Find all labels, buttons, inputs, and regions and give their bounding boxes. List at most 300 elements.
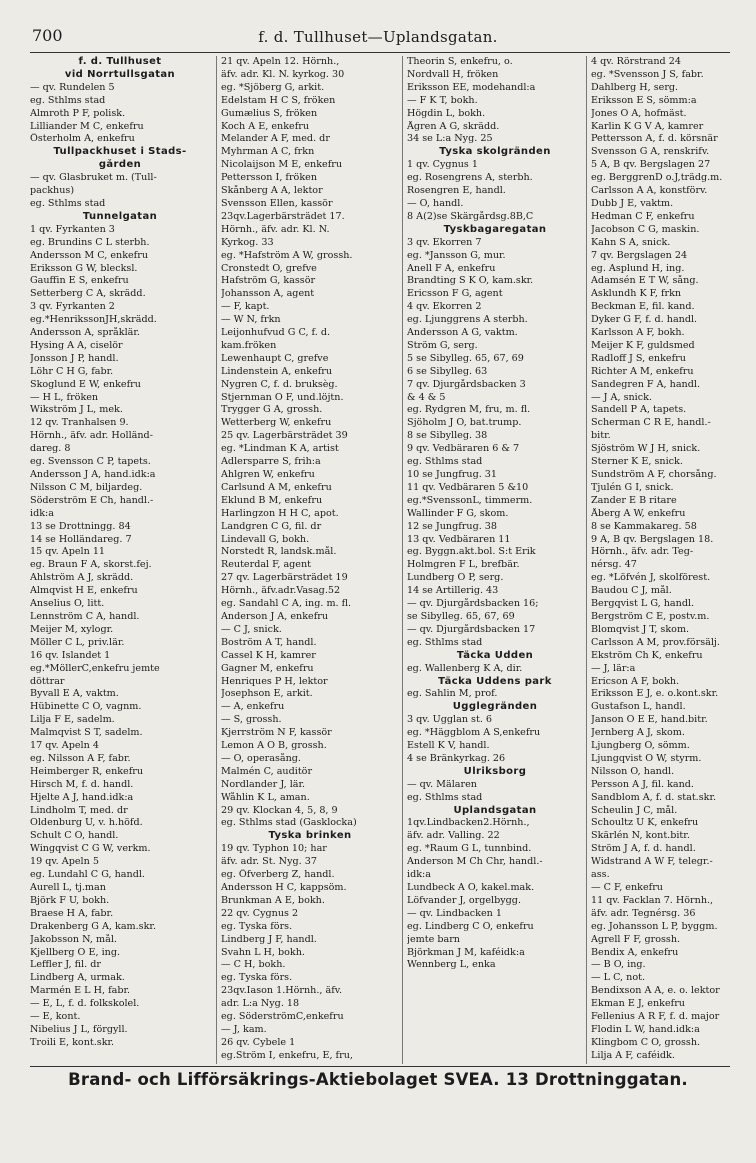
directory-entry: 1 qv. Fyrkanten 3 xyxy=(30,223,115,235)
directory-entry: Carlsson A A, konstförv. xyxy=(591,185,708,197)
directory-entry: eg. Sandahl C A, ing. m. fl. xyxy=(221,598,352,610)
directory-entry: Hörnh., äfv. adr. Holländ- xyxy=(30,430,153,442)
directory-entry: Janson O E E, hand.bitr. xyxy=(591,714,708,726)
directory-entry: eg. Johansson L P, byggm. xyxy=(591,920,718,932)
column-4 xyxy=(586,56,730,1064)
directory-entry: — C F, enkefru xyxy=(591,882,663,893)
directory-entry: Cassel K H, kamrer xyxy=(221,649,316,661)
directory-entry: Åberg A W, enkefru xyxy=(591,507,686,519)
directory-entry: Gumælius S, fröken xyxy=(221,107,318,119)
directory-entry: Boström A T, handl. xyxy=(221,636,317,648)
directory-entry: Sandell P A, tapets. xyxy=(591,404,687,416)
directory-entry: Österholm A, enkefru xyxy=(30,133,135,145)
directory-entry: eg. Brundins C L sterbh. xyxy=(30,236,150,248)
directory-entry: Ljungqvist O W, styrm. xyxy=(591,752,702,764)
directory-entry: Eriksson G W, blecksl. xyxy=(30,262,138,274)
directory-entry: Svensson G A, renskrifv. xyxy=(591,146,710,158)
directory-entry: Skånberg A A, lektor xyxy=(221,185,323,197)
directory-entry: & 4 & 5 xyxy=(407,391,446,403)
directory-entry: — B O, ing. xyxy=(591,959,646,971)
directory-entry: — qv. Glasbruket m. (Tull- xyxy=(30,172,157,184)
directory-entry: Lindenstein A, enkefru xyxy=(221,365,333,377)
directory-entry: äfv. adr. Tegnérsg. 36 xyxy=(591,907,696,919)
directory-entry: packhus) xyxy=(30,185,75,197)
directory-entry: 23qv.Iason 1.Hörnh., äfv. xyxy=(221,985,343,997)
directory-entry: Eriksson EE, modehandl:a xyxy=(407,81,536,93)
directory-entry: Nicolaijson M E, enkefru xyxy=(221,159,343,171)
directory-entry: 6 se Sibylleg. 63 xyxy=(407,365,488,377)
directory-entry: Karlin K G V A, kamrer xyxy=(591,120,704,132)
directory-entry: 4 se Bränkyrkag. 26 xyxy=(407,752,506,764)
street-heading: Ugglegränden xyxy=(452,701,538,713)
directory-entry: Lewenhaupt C, grefve xyxy=(221,352,329,364)
directory-entry: Lindberg J F, handl. xyxy=(221,933,317,945)
directory-entry: Högdin L, bokh. xyxy=(407,107,486,119)
street-heading: f. d. Tullhuset xyxy=(78,56,162,67)
directory-entry: 19 qv. Typhon 10; har xyxy=(221,843,327,855)
header-rule xyxy=(30,52,730,53)
directory-entry: Brandting S K O, kam.skr. xyxy=(407,275,534,287)
directory-entry: Lundberg O P, serg. xyxy=(407,572,504,584)
directory-entry: Karlsson A F, bokh. xyxy=(591,327,685,339)
directory-entry: Löhr C H G, fabr. xyxy=(30,365,114,377)
column-1 xyxy=(30,56,210,1064)
directory-entry: Stjernman O F, und.löjtn. xyxy=(221,391,344,403)
directory-entry: Eriksson E J, e. o.kont.skr. xyxy=(591,688,719,700)
directory-entry: eg. Sthlms stad xyxy=(407,791,483,803)
directory-entry: Blomqvist J T, skom. xyxy=(591,623,690,635)
directory-entry: 22 qv. Cygnus 2 xyxy=(221,907,299,919)
directory-entry: eg. Asplund H, ing. xyxy=(591,262,685,274)
directory-entry: Schoultz U K, enkefru xyxy=(591,817,699,829)
directory-entry: eg. Sthlms stad xyxy=(407,636,483,648)
directory-entry: äfv. adr. Valling. 22 xyxy=(407,830,500,842)
page-title: f. d. Tullhuset—Uplandsgatan. xyxy=(258,28,498,46)
directory-entry: Ericson A F, bokh. xyxy=(591,675,680,687)
directory-entry: 4 qv. Ekorren 2 xyxy=(407,301,482,313)
directory-entry: Bergström C E, postv.m. xyxy=(591,610,710,622)
directory-entry: Agrell F F, grossh. xyxy=(591,933,681,945)
directory-entry: — H L, fröken xyxy=(30,391,99,403)
directory-entry: eg. Ljunggrens A sterbh. xyxy=(407,314,528,326)
directory-entry: 4 qv. Rörstrand 24 xyxy=(591,56,681,67)
directory-entry: Björk F U, bokh. xyxy=(30,894,110,906)
directory-entry: Lundbeck A O, kakel.mak. xyxy=(407,882,535,893)
directory-entry: Jernberg A J, skom. xyxy=(591,727,685,739)
directory-entry: — C J, snick. xyxy=(221,623,282,635)
directory-entry: Andersson A, språklär. xyxy=(30,327,140,339)
directory-entry: eg. SöderströmC,enkefru xyxy=(221,1011,344,1023)
directory-entry: Löfvander J, orgelbygg. xyxy=(407,894,521,906)
directory-entry: Carlsson A M, prov.försälj. xyxy=(591,636,720,648)
directory-entry: 8 se Sibylleg. 38 xyxy=(407,430,488,442)
directory-entry: Lindberg A, urmak. xyxy=(30,972,125,984)
street-heading: Tyska brinken xyxy=(268,830,352,842)
directory-entry: Edelstam H C S, fröken xyxy=(221,94,336,106)
directory-entry: Hedman C F, enkefru xyxy=(591,210,695,222)
directory-entry: Andersson H C, kappsöm. xyxy=(221,882,347,893)
directory-entry: Hörnh., äfv. adr. Teg- xyxy=(591,546,694,558)
directory-entry: Kahn S A, snick. xyxy=(591,236,671,248)
directory-entry: äfv. adr. St. Nyg. 37 xyxy=(221,856,317,868)
directory-entry: Leffler J, fil. dr xyxy=(30,959,101,971)
directory-entry: Myhrman A C, frkn xyxy=(221,146,315,158)
directory-entry: — qv. Lindbacken 1 xyxy=(407,907,502,919)
directory-entry: 8 A(2)se Skärgårdsg.8B,C xyxy=(407,210,534,222)
directory-entry: Landgren C G, fil. dr xyxy=(221,520,322,532)
directory-entry: 27 qv. Lagerbärsträdet 19 xyxy=(221,572,348,584)
directory-entry: — C H, bokh. xyxy=(221,959,286,971)
directory-entry: eg. *Hafström A W, grossh. xyxy=(221,249,353,261)
directory-entry: Fellenius A R F, f. d. major xyxy=(591,1011,720,1023)
directory-entry: — O, handl. xyxy=(407,197,464,209)
directory-entry: — S, grossh. xyxy=(221,714,282,726)
directory-entry: eg. *Häggblom A S,enkefru xyxy=(407,727,541,739)
directory-entry: 5 A, B qv. Bergslagen 27 xyxy=(591,159,711,171)
directory-entry: eg.Ström I, enkefru, E, fru, xyxy=(221,1049,353,1061)
directory-entry: Almqvist H E, enkefru xyxy=(30,585,138,597)
directory-entry: Sjöström W J H, snick. xyxy=(591,443,701,455)
directory-entry: Nilsson O, handl. xyxy=(591,765,675,777)
directory-entry: Kyrkog. 33 xyxy=(221,236,274,248)
directory-entry: eg. *Jansson G, mur. xyxy=(407,249,506,261)
directory-entry: 29 qv. Klockan 4, 5, 8, 9 xyxy=(221,804,338,816)
directory-entry: Svensson Ellen, kassör xyxy=(221,197,333,209)
directory-entry: Dyker G F, f. d. handl. xyxy=(591,314,698,326)
directory-entry: Henriques P H, lektor xyxy=(221,675,328,687)
directory-entry: 3 qv. Ekorren 7 xyxy=(407,236,482,248)
directory-entry: — qv. Rundelen 5 xyxy=(30,81,115,93)
directory-entry: Scheulin J C, mål. xyxy=(591,804,678,816)
directory-entry: eg. Tyska förs. xyxy=(221,920,293,932)
street-heading: Ulriksborg xyxy=(463,765,527,777)
directory-entry: kam.fröken xyxy=(221,339,277,351)
directory-entry: Asklundh K F, frkn xyxy=(591,288,682,300)
directory-entry: eg. Rydgren M, fru, m. fl. xyxy=(407,404,531,416)
directory-entry: Klingbom C O, grossh. xyxy=(591,1036,701,1048)
directory-entry: 15 qv. Apeln 11 xyxy=(30,546,106,558)
directory-entry: — E, L, f. d. folkskolel. xyxy=(30,998,140,1010)
directory-entry: Sjöholm J O, bat.trump. xyxy=(407,417,522,429)
directory-entry: — qv. Djurgårdsbacken 17 xyxy=(407,623,536,635)
directory-entry: 9 A, B qv. Bergslagen 18. xyxy=(591,533,714,545)
directory-entry: 10 se Jungfrug. 31 xyxy=(407,469,498,480)
directory-entry: Lindevall G, bokh. xyxy=(221,533,310,545)
directory-entry: Lilliander M C, enkefru xyxy=(30,120,144,132)
directory-entry: eg. Öfverberg Z, handl. xyxy=(221,869,335,881)
directory-entry: äfv. adr. Kl. N. kyrkog. 30 xyxy=(221,68,345,80)
directory-entry: eg. Nilsson A F, fabr. xyxy=(30,752,131,764)
directory-entry: Nilsson C M, biljardeg. xyxy=(30,481,143,493)
directory-entry: 7 qv. Bergslagen 24 xyxy=(591,249,688,261)
street-heading: Täcka Udden xyxy=(456,649,534,661)
directory-entry: eg. Svensson C P, tapets. xyxy=(30,456,151,468)
directory-entry: döttrar xyxy=(30,675,65,687)
directory-entry: Scherman C R E, handl.- xyxy=(591,417,711,429)
directory-entry: Anderson M Ch Chr, handl.- xyxy=(407,856,543,868)
directory-entry: 9 qv. Vedbäraren 6 & 7 xyxy=(407,443,520,455)
directory-entry: Pettersson I, fröken xyxy=(221,172,317,184)
directory-entry: Rosengren E, handl. xyxy=(407,185,506,197)
directory-entry: eg. Sahlin M, prof. xyxy=(407,688,498,700)
directory-entry: eg. BerggrenD o.J,trädg.m. xyxy=(591,172,723,184)
directory-entry: — E, kont. xyxy=(30,1011,81,1023)
directory-entry: Andersson A G, vaktm. xyxy=(407,327,518,339)
directory-entry: Josephson E, arkit. xyxy=(221,688,313,700)
directory-entry: Ekman E J, enkefru xyxy=(591,998,685,1010)
directory-entry: Svahn L H, bokh. xyxy=(221,946,305,958)
directory-entry: Ekström Ch K, enkefru xyxy=(591,649,703,661)
directory-entry: eg. Sthlms stad xyxy=(30,94,106,106)
directory-entry: Johansson A, agent xyxy=(221,288,315,300)
directory-entry: Heimberger R, enkefru xyxy=(30,765,144,777)
directory-entry: Bendix A, enkefru xyxy=(591,946,679,958)
directory-entry: Gauffin E S, enkefru xyxy=(30,275,129,287)
directory-entry: Setterberg C A, skrädd. xyxy=(30,288,146,300)
directory-entry: eg. Tyska förs. xyxy=(221,972,293,984)
directory-entry: Eriksson E S, sömm:a xyxy=(591,94,697,106)
directory-entry: 19 qv. Apeln 5 xyxy=(30,856,99,868)
directory-entry: Brunkman A E, bokh. xyxy=(221,894,325,906)
directory-entry: Hysing A A, ciselör xyxy=(30,339,123,351)
directory-entry: idk:a xyxy=(407,869,431,881)
street-heading: Tunnelgatan xyxy=(82,210,158,222)
directory-entry: ass. xyxy=(591,869,610,881)
directory-entry: Leijonhufvud G C, f. d. xyxy=(221,327,331,339)
directory-entry: se Sibylleg. 65, 67, 69 xyxy=(407,610,515,622)
directory-entry: Andersson M C, enkefru xyxy=(30,249,148,261)
directory-entry: — F K T, bokh. xyxy=(407,94,478,106)
directory-entry: Hübinette C O, vagnm. xyxy=(30,701,142,713)
directory-entry: Meijer K F, guldsmed xyxy=(591,339,695,351)
directory-entry: Baudou C J, mål. xyxy=(591,585,672,597)
directory-entry: Zander E B ritare xyxy=(591,494,677,506)
directory-entry: Richter A M, enkefru xyxy=(591,365,694,377)
directory-entry: adr. L:a Nyg. 18 xyxy=(221,998,300,1010)
directory-entry: Tjulén G I, snick. xyxy=(591,481,674,493)
directory-entry: Trygger G A, grossh. xyxy=(221,404,323,416)
directory-entry: Björkman J M, kaféidk:a xyxy=(407,946,525,958)
directory-entry: Almroth P F, polisk. xyxy=(30,107,126,119)
directory-entry: eg. Wallenberg K A, dir. xyxy=(407,662,523,674)
directory-entry: Eklund B M, enkefru xyxy=(221,494,323,506)
directory-entry: Ljungberg O, sömm. xyxy=(591,740,690,752)
directory-entry: Carlsund A M, enkefru xyxy=(221,481,332,493)
directory-entry: Meijer M, xylogr. xyxy=(30,623,114,635)
directory-entry: 11 qv. Vedbäraren 5 &10 xyxy=(407,481,529,493)
directory-entry: Jonsson J P, handl. xyxy=(30,352,119,364)
directory-entry: bitr. xyxy=(591,430,611,442)
directory-entry: Bendixson A A, e. o. lektor xyxy=(591,985,720,997)
directory-entry: eg. *Sjöberg G, arkit. xyxy=(221,81,325,93)
directory-entry: — A, enkefru xyxy=(221,701,285,713)
directory-entry: eg. Sthlms stad xyxy=(407,456,483,468)
directory-entry: Lennström C A, handl. xyxy=(30,610,140,622)
directory-entry: Estell K V, handl. xyxy=(407,740,490,752)
directory-entry: eg. Braun F A, skorst.fej. xyxy=(30,559,152,571)
directory-entry: Cronstedt O, grefve xyxy=(221,262,317,274)
directory-entry: Sandegren F A, handl. xyxy=(591,378,700,390)
directory-entry: 17 qv. Apeln 4 xyxy=(30,740,99,752)
directory-entry: Wennberg L, enka xyxy=(407,959,496,971)
directory-entry: Malmén C, auditör xyxy=(221,765,313,777)
directory-entry: Hjelte A J, hand.idk:a xyxy=(30,791,134,803)
directory-entry: jemte barn xyxy=(407,933,460,945)
street-heading: gården xyxy=(98,159,142,171)
directory-entry: — W N, frkn xyxy=(221,314,281,326)
directory-entry: 12 qv. Tranhalsen 9. xyxy=(30,417,129,429)
directory-entry: Radloff J S, enkefru xyxy=(591,352,686,364)
directory-entry: 5 se Sibylleg. 65, 67, 69 xyxy=(407,352,524,364)
column-3 xyxy=(402,56,583,1064)
directory-entry: Malmqvist S T, sadelm. xyxy=(30,727,143,739)
directory-entry: — qv. Mälaren xyxy=(407,778,477,790)
directory-entry: Gustafson L, handl. xyxy=(591,701,686,713)
footer-rule xyxy=(30,1066,730,1067)
directory-entry: Ström J A, f. d. handl. xyxy=(591,843,696,855)
directory-entry: — O, operasång. xyxy=(221,752,301,764)
directory-entry: Anselius O, litt. xyxy=(30,598,105,610)
directory-entry: 7 qv. Djurgårdsbacken 3 xyxy=(407,378,526,390)
directory-entry: Drakenberg G A, kam.skr. xyxy=(30,920,157,932)
directory-entry: — F, kapt. xyxy=(221,301,270,313)
directory-entry: Widstrand A W F, telegr.- xyxy=(591,856,713,868)
directory-entry: eg. Sthlms stad (Gasklocka) xyxy=(221,817,357,829)
directory-entry: Schult C O, handl. xyxy=(30,830,119,842)
directory-entry: Nordvall H, fröken xyxy=(407,68,499,80)
directory-entry: Jakobsson N, mål. xyxy=(30,933,117,945)
directory-entry: 13 qv. Vedbäraren 11 xyxy=(407,533,511,545)
directory-entry: Dubb J E, vaktm. xyxy=(591,197,674,209)
directory-entry: Möller C L, priv.lär. xyxy=(30,636,125,648)
directory-entry: Jacobson C G, maskin. xyxy=(591,223,700,235)
directory-entry: Troili E, kont.skr. xyxy=(30,1036,115,1048)
directory-entry: Jones O A, hofmäst. xyxy=(591,107,687,119)
street-heading: Uplandsgatan xyxy=(453,804,537,816)
directory-entry: Adlersparre S, frih:a xyxy=(221,456,321,468)
directory-entry: 16 qv. Islandet 1 xyxy=(30,649,111,661)
directory-entry: Sundström A F, chorsång. xyxy=(591,469,717,480)
directory-entry: Hörnh., äfv. adr. Kl. N. xyxy=(221,223,330,235)
directory-entry: eg.*MöllerC,enkefru jemte xyxy=(30,662,160,674)
directory-entry: 13 se Drottningg. 84 xyxy=(30,520,131,532)
page-number: 700 xyxy=(32,26,63,45)
directory-entry: Skärlén N, kont.bitr. xyxy=(591,830,690,842)
directory-entry: Norstedt R, landsk.mål. xyxy=(221,546,337,558)
directory-entry: 21 qv. Apeln 12. Hörnh., xyxy=(221,56,340,67)
directory-entry: Lilja F E, sadelm. xyxy=(30,714,115,726)
directory-entry: Ericsson F G, agent xyxy=(407,288,503,300)
directory-entry: eg. *Svensson J S, fabr. xyxy=(591,68,704,80)
directory-entry: — J, kam. xyxy=(221,1023,267,1035)
directory-entry: 25 qv. Lagerbärsträdet 39 xyxy=(221,430,348,442)
directory-entry: Gagner M, enkefru xyxy=(221,662,314,674)
directory-entry: Wallinder F G, skom. xyxy=(407,507,509,519)
directory-entry: dareg. 8 xyxy=(30,443,71,455)
directory-entry: 14 se Artillerig. 43 xyxy=(407,585,499,597)
street-heading: Täcka Uddens park xyxy=(438,675,552,687)
directory-entry: Oldenburg U, v. h.höfd. xyxy=(30,817,143,829)
directory-entry: Skoglund E W, enkefru xyxy=(30,378,141,390)
street-heading: Tyska skolgränden xyxy=(439,146,551,158)
directory-entry: Nordlander J, lär. xyxy=(221,778,306,790)
directory-entry: nérsg. 47 xyxy=(591,559,637,571)
directory-columns xyxy=(30,56,730,1064)
directory-entry: Wikström J L, mek. xyxy=(30,404,123,416)
directory-entry: Beckman E, fil. kand. xyxy=(591,301,695,313)
directory-entry: Ågren A G, skrädd. xyxy=(407,120,500,132)
directory-entry: Hirsch M, f. d. handl. xyxy=(30,778,134,790)
directory-entry: Ström G, serg. xyxy=(407,339,478,351)
column-2 xyxy=(216,56,399,1064)
directory-entry: Ahlgren W, enkefru xyxy=(221,469,315,480)
footer-advertisement: Brand- och Lifförsäkrings-Aktiebolaget SVEA. 13 Drottninggatan. xyxy=(68,1070,688,1089)
directory-entry: Kjellberg O E, ing. xyxy=(30,946,121,958)
street-heading: vid Norrtullsgatan xyxy=(64,68,176,80)
directory-entry: Flodin L W, hand.idk:a xyxy=(591,1023,700,1035)
directory-entry: Braese H A, fabr. xyxy=(30,907,114,919)
directory-entry: Theorin S, enkefru, o. xyxy=(407,56,513,67)
directory-entry: eg.*SvenssonL, timmerm. xyxy=(407,494,533,506)
directory-entry: Pettersson A, f. d. körsnär xyxy=(591,133,718,145)
directory-entry: 1 qv. Cygnus 1 xyxy=(407,159,479,171)
directory-entry: Anderson J A, enkefru xyxy=(221,610,329,622)
directory-entry: Sterner K E, snick. xyxy=(591,456,683,468)
directory-entry: eg. *Lindman K A, artist xyxy=(221,443,339,455)
directory-entry: Hafström G, kassör xyxy=(221,275,316,287)
directory-entry: 12 se Jungfrug. 38 xyxy=(407,520,498,532)
directory-entry: eg. Rosengrens A, sterbh. xyxy=(407,172,533,184)
directory-entry: Lilja A F, caféidk. xyxy=(591,1049,675,1061)
directory-entry: Reuterdal F, agent xyxy=(221,559,312,571)
directory-entry: Harlingzon H H C, apot. xyxy=(221,507,339,519)
directory-entry: eg. Byggn.akt.bol. S:t Erik xyxy=(407,546,536,558)
directory-entry: 26 qv. Cybele 1 xyxy=(221,1036,296,1048)
directory-entry: eg. Lundahl C G, handl. xyxy=(30,869,145,881)
directory-entry: 1qv.Lindbacken2.Hörnh., xyxy=(407,817,530,829)
directory-entry: Dahlberg H, serg. xyxy=(591,81,679,93)
directory-entry: Nibelius J L, förgyll. xyxy=(30,1023,128,1035)
directory-entry: Wåhlin K L, aman. xyxy=(221,791,310,803)
directory-entry: Andersson J A, hand.idk:a xyxy=(30,469,156,480)
directory-entry: Anell F A, enkefru xyxy=(407,262,496,274)
directory-entry: eg. Lindberg C O, enkefru xyxy=(407,920,534,932)
directory-entry: Sandblom A, f. d. stat.skr. xyxy=(591,791,717,803)
directory-entry: Aurell L, tj.man xyxy=(30,882,106,893)
directory-entry: Ahlström A J, skrädd. xyxy=(30,572,134,584)
directory-entry: — qv. Djurgårdsbacken 16; xyxy=(407,598,539,610)
directory-entry: 8 se Kammakareg. 58 xyxy=(591,520,697,532)
directory-entry: Bergqvist L G, handl. xyxy=(591,598,695,610)
street-heading: Tullpackhuset i Stads- xyxy=(53,146,187,158)
directory-entry: Persson A J, fil. kand. xyxy=(591,778,694,790)
directory-entry: Adamsén E T W, sång. xyxy=(591,275,699,287)
directory-entry: eg. *Löfvén J, skolförest. xyxy=(591,572,711,584)
directory-entry: 3 qv. Fyrkanten 2 xyxy=(30,301,115,313)
directory-entry: Hörnh., äfv.adr.Vasag.52 xyxy=(221,585,341,597)
directory-entry: Nygren C, f. d. bruksèg. xyxy=(221,378,338,390)
directory-entry: Lemon A O B, grossh. xyxy=(221,740,327,752)
directory-entry: 3 qv. Ugglan st. 6 xyxy=(407,714,493,726)
directory-entry: Wetterberg W, enkefru xyxy=(221,417,332,429)
directory-entry: Söderström E Ch, handl.- xyxy=(30,494,154,506)
directory-entry: Wingqvist C G W, verkm. xyxy=(30,843,151,855)
directory-entry: Marmén E L H, fabr. xyxy=(30,985,131,997)
directory-entry: 34 se L:a Nyg. 25 xyxy=(407,133,493,145)
directory-entry: Lindholm T, med. dr xyxy=(30,804,128,816)
directory-entry: eg. *Raum G L, tunnbind. xyxy=(407,843,532,855)
street-heading: Tyskbagaregatan xyxy=(443,223,547,235)
